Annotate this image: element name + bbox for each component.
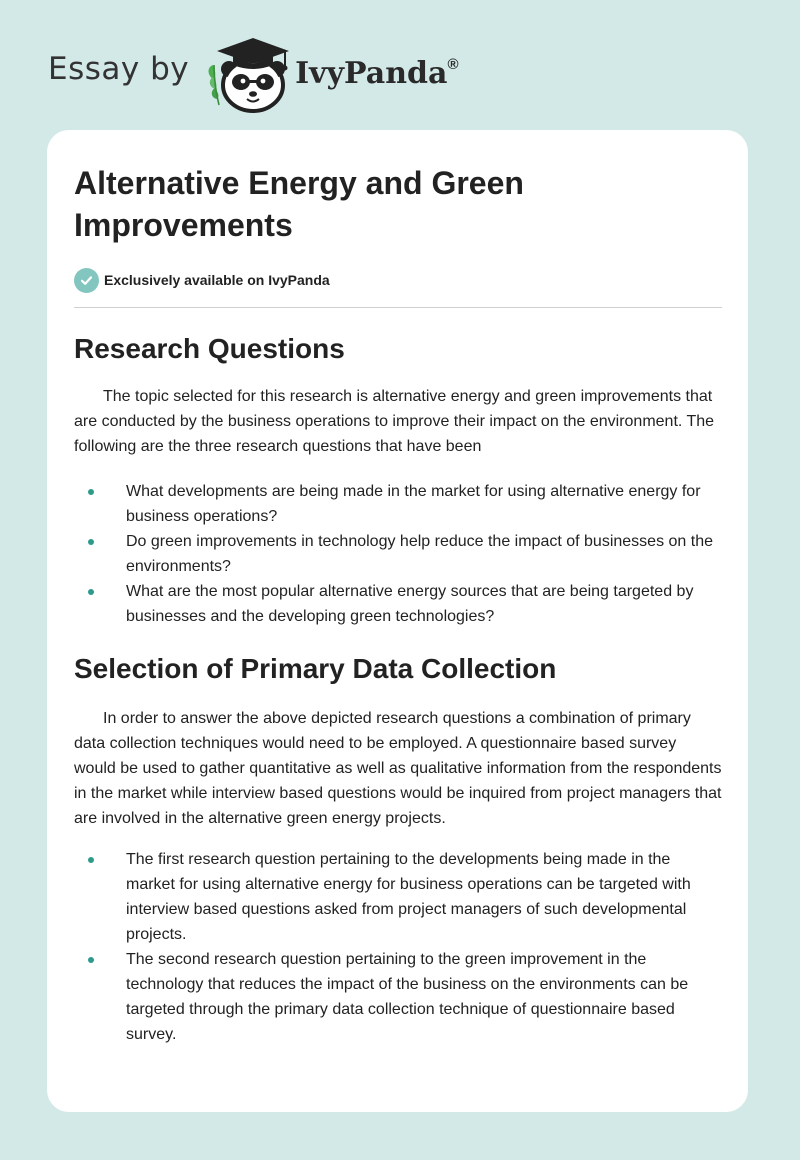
section-paragraph: In order to answer the above depicted research questions a combination of primary data collection techniques would need to be employed. A questionnaire based survey would be used to gather quantitative as well as qualitative information from the respondents in the market while interview based questions would be inquired from project managers that are involved in the alternative green energy projects. [74, 710, 722, 827]
site-header [48, 34, 459, 114]
check-icon [74, 268, 99, 293]
bullet-icon [88, 589, 94, 595]
registered-mark: ® [447, 55, 459, 73]
divider [74, 307, 722, 308]
bullet-icon [88, 539, 94, 545]
list-item: What are the most popular alternative energy sources that are being targeted by businesses and the developing green technologies? [74, 579, 722, 629]
panda-logo-icon[interactable] [203, 35, 293, 113]
bullet-icon [88, 957, 94, 963]
exclusive-badge [74, 266, 722, 294]
brand-name[interactable]: IvyPanda® [295, 55, 459, 91]
essay-card [47, 130, 748, 1112]
research-questions-list [74, 479, 722, 629]
section-heading-primary-data-collection: Selection of Primary Data Collection [74, 653, 557, 684]
list-item: The second research question pertaining to the green improvement in the technology that reduces the impact of the business on the environments can be targeted through the primary data collection technique of questionnaire based survey. [74, 947, 722, 1047]
bullet-icon [88, 489, 94, 495]
section-heading-research-questions: Research Questions [74, 333, 345, 364]
bullet-icon [88, 857, 94, 863]
list-item: Do green improvements in technology help reduce the impact of businesses on the environments? [74, 529, 722, 579]
list-item: What developments are being made in the market for using alternative energy for business operations? [74, 479, 722, 529]
page-title: Alternative Energy and Green Improvements [74, 165, 524, 243]
list-item: The first research question pertaining to the developments being made in the market for using alternative energy for business operations can be targeted with interview based questions asked from project managers of such developmental projects. [74, 847, 722, 947]
exclusive-label: Exclusively available on IvyPanda [104, 272, 330, 288]
section-paragraph: The topic selected for this research is alternative energy and green improvements that are conducted by the business operations to improve their impact on the environment. The following are the three research questions that have been [74, 388, 715, 455]
essay-by-label: Essay by [48, 51, 190, 87]
data-collection-list [74, 847, 722, 1047]
